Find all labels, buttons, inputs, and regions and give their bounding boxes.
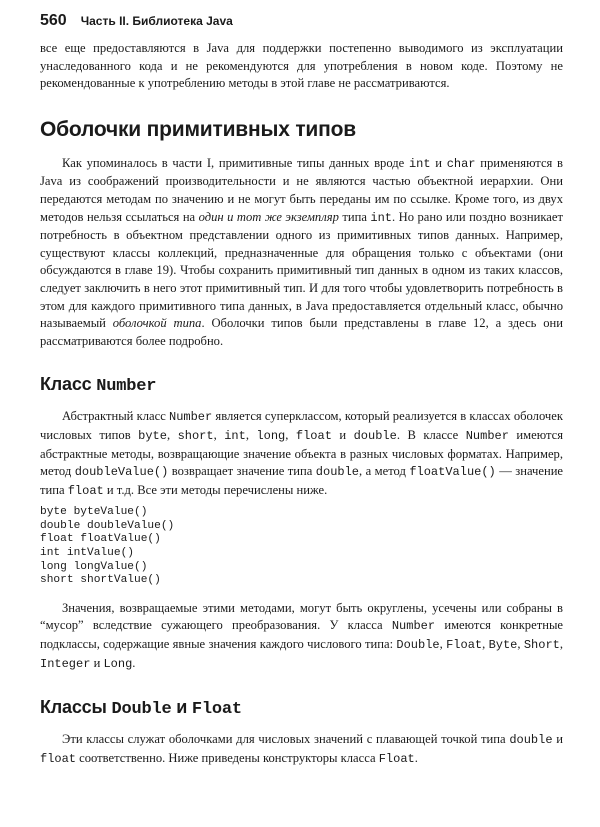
page-number: 560 (40, 12, 67, 29)
section-title-double-float: Классы Double и Float (40, 697, 242, 720)
intro-paragraph: все еще предоставляются в Java для поддержки постепенно выводимого из эксплуатации унаследованного кода и не рекомендуются для употребления в новом коде. Поэтому не рекомендованные к употреблению методы в этой главе не рассматриваются. (40, 41, 563, 91)
page-content (40, 40, 563, 768)
code-line: short shortValue() (40, 574, 161, 587)
code-line: float floatValue() (40, 533, 161, 546)
double-float-paragraph: Эти классы служат оболочками для числовых значений с плавающей точкой типа double и float соответственно. Ниже приведены конструкторы класса Float. (40, 732, 563, 766)
number-paragraph-2: Значения, возвращаемые этими методами, могут быть округлены, усечены или собраны в “мусор” вследствие сужающего преобразования. У класса Number имеются конкретные подклассы, содержащие явные значения каждого числового типа: Double, Float, Byte, Short, Integer и Long. (40, 600, 564, 671)
code-line: double doubleValue() (40, 519, 175, 532)
code-line: int intValue() (40, 547, 134, 560)
wrappers-paragraph: Как упоминалось в части I, примитивные типы данных вроде int и char применяются в Java из соображений производительности и не являются частью объектной иерархии. Они передаются методам по значению и не могут быть переданы им по ссылке. Кроме того, из двух методов нельзя ссылаться на один и тот же экземпляр типа int. Но рано или поздно возникает потребность в объектном представлении одного из примитивных типов данных. Например, существуют классы коллекций, предназначенные для обращения только с объектами (они обсуждаются в главе 19). Чтобы сохранить примитивный тип данных в одном из таких классов, следует заключить в него этот примитивный тип. И для того чтобы удовлетворить потребность в этом для каждого примитивного типа данных, в Java предоставляется отдельный класс, обычно называемый оболочкой типа. Оболочки типов были представлены в главе 12, а здесь они рассматриваются более подробно. (40, 155, 564, 348)
methods-code-listing (40, 506, 563, 588)
section-title-number: Класс Number (40, 374, 157, 397)
code-line: long longValue() (40, 560, 148, 573)
code-line: byte byteValue() (40, 506, 148, 519)
page-header (40, 12, 233, 30)
running-title: Часть II. Библиотека Java (80, 14, 233, 28)
section-title-wrappers: Оболочки примитивных типов (40, 117, 356, 141)
number-paragraph-1: Абстрактный класс Number является суперклассом, который реализуется в классах оболочек числовых типов byte, short, int, long, float и double. В классе Number имеются абстрактные методы, возвращающие значение объекта в разных числовых форматах. Например, метод doubleValue() возвращает значение типа double, а метод floatValue() — значение типа float и т.д. Все эти методы перечислены ниже. (40, 409, 564, 498)
